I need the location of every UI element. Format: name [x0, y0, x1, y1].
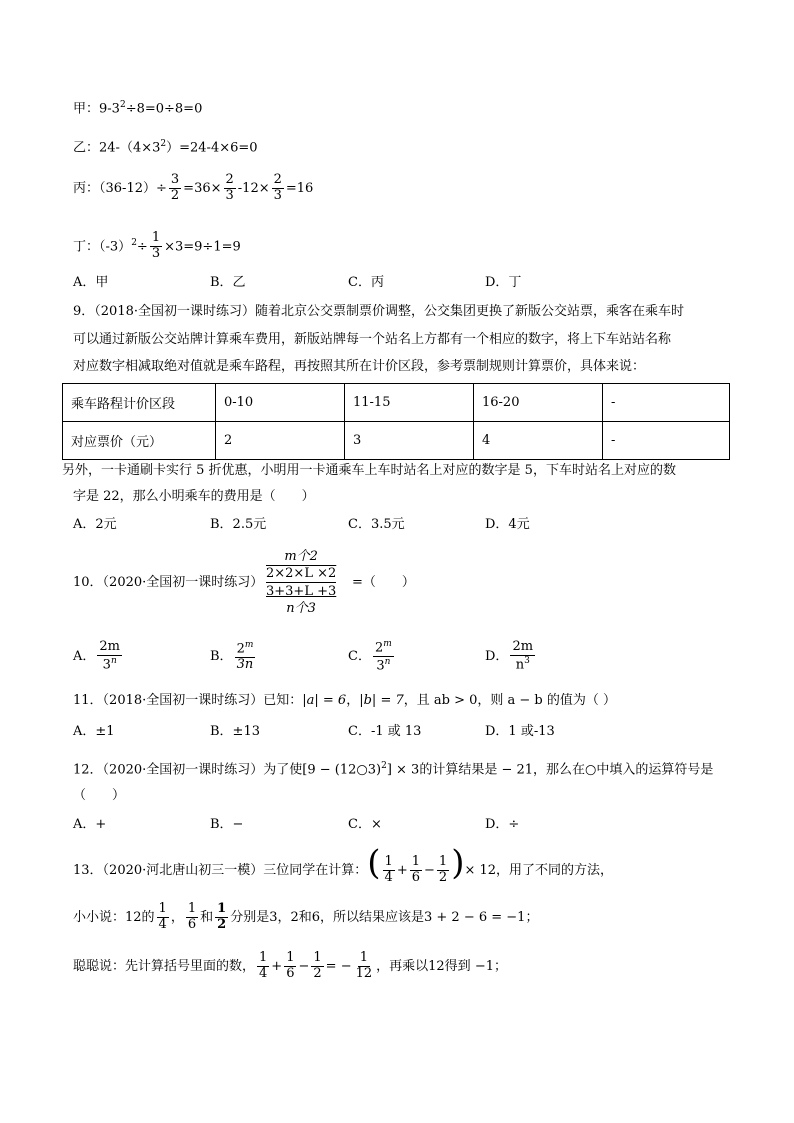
fraction: $\frac{1}{3}$ — [151, 230, 161, 262]
table-cell: 2 — [216, 422, 345, 460]
table-cell: 11-15 — [345, 384, 474, 422]
fraction: $\frac{2}{3}$ — [225, 172, 234, 203]
table-cell: 3 — [345, 422, 474, 460]
q11-option-a[interactable]: A．±1 — [73, 724, 115, 739]
q9-stem-line2: 可以通过新版公交站牌计算乘车费用，新版站牌每一个站名上方都有一个相应的数字，将上下车站站名称 — [73, 332, 672, 347]
fraction: $\frac{3}{2}$ — [170, 172, 180, 203]
table-cell: 乘车路程计价区段 — [63, 384, 216, 422]
q13-congcong: 聪聪说：先计算括号里面的数， $\frac{1}{4}$ + $\frac{1}{6}$ − $\frac{1}{2}$ = − $\frac{1}{12}$ ，再乘以12得到 −1； — [73, 950, 507, 981]
q10-option-b[interactable]: B． $\frac{2^m}{3n}$ — [210, 639, 254, 673]
q9-stem-line3: 对应数字相减取绝对值就是乘车路程，再按照其所在计价区段，参考票制规则计算票价，具体来说： — [73, 359, 646, 374]
q9-option-c[interactable]: C．3.5元 — [348, 517, 405, 532]
q10-stem: 10．（2020·全国初一课时练习） — [73, 575, 264, 590]
table-cell: 16-20 — [474, 384, 603, 422]
q12-answer-paren: （ ） — [73, 788, 126, 803]
q12-option-b[interactable]: B．− — [210, 817, 244, 832]
q10-option-c[interactable]: C． $\frac{2^m}{3^n}$ — [348, 638, 392, 674]
q11-stem: 11．（2018·全国初一课时练习）已知：|a| = 6，|b| = 7，且 ab > 0，则 a − b 的值为（ ） — [73, 693, 617, 708]
q10-option-a[interactable]: A． $\frac{2m}{3^n}$ — [73, 638, 120, 673]
table-cell: - — [603, 384, 730, 422]
table-row — [63, 422, 730, 460]
table-cell: 对应票价（元） — [63, 422, 216, 460]
q8-option-d[interactable]: D．丁 — [485, 275, 522, 290]
q12-stem: 12．（2020·全国初一课时练习）为了使[9 − (12○3)$^2$] × 3的计算结果是 − 21，那么在○中填入的运算符号是 — [73, 761, 714, 778]
table-cell: 4 — [474, 422, 603, 460]
calc-ding: 丁：$(-3)^2\div$ $\frac{1}{3}$ ×3=9÷1=9 — [73, 230, 241, 262]
q10-option-d[interactable]: D． $\frac{2m}{n^3}$ — [485, 638, 534, 673]
q11-option-c[interactable]: C．-1 或 13 — [348, 724, 422, 739]
fraction: $\frac{2}{3}$ — [273, 172, 282, 203]
q9-after-line2: 字是 22，那么小明乘车的费用是（ ） — [73, 489, 315, 504]
q11-option-d[interactable]: D．1 或-13 — [485, 724, 555, 739]
q10-tail: =（ ） — [352, 575, 415, 590]
q9-option-d[interactable]: D．4元 — [485, 517, 530, 532]
q9-option-b[interactable]: B．2.5元 — [210, 517, 267, 532]
calc-yi: 乙：$24-(4\times 3^2)=24-4\times 6=0$ — [73, 139, 258, 156]
q10-big-fraction: m个2 2×2×L ×2 3+3+L +3 n个3 — [266, 549, 337, 616]
fare-table — [62, 383, 730, 460]
q8-option-a[interactable]: A．甲 — [73, 275, 109, 290]
q13-xiaoxiao: 小小说：12的 $\frac{1}{4}$ ， $\frac{1}{6}$ 和 $\frac{1}{2}$ 分别是3，2和6，所以结果应该是3 + 2 − 6 = −1； — [73, 901, 539, 932]
q9-stem-line1: 9．（2018·全国初一课时练习）随着北京公交票制票价调整，公交集团更换了新版公交站票，乘客在乘车时 — [73, 304, 684, 319]
q9-after-line1: 另外，一卡通刷卡实行 5 折优惠，小明用一卡通乘车上车时站名上对应的数字是 5，下车时站名上对应的数 — [62, 463, 676, 478]
q8-option-c[interactable]: C．丙 — [348, 275, 384, 290]
q9-option-a[interactable]: A．2元 — [73, 517, 117, 532]
calc-jia: 甲：$9-3^2\div 8=0\div 8=0$ — [73, 100, 203, 117]
calc-bing: 丙：（36-12）÷ $\frac{3}{2}$ =36× $\frac{2}{3}$ -12× $\frac{2}{3}$ =16 — [73, 172, 314, 203]
q12-option-c[interactable]: C．× — [348, 817, 382, 832]
q13-stem: 13．（2020·河北唐山初三一模）三位同学在计算：( $\frac{1}{4}$ + $\frac{1}{6}$ − $\frac{1}{2}$ )× 12，用了不同的方法， — [73, 843, 614, 885]
table-cell: 0-10 — [216, 384, 345, 422]
q8-option-b[interactable]: B．乙 — [210, 275, 246, 290]
q12-option-d[interactable]: D．÷ — [485, 817, 520, 832]
q11-option-b[interactable]: B．±13 — [210, 724, 260, 739]
table-cell: - — [603, 422, 730, 460]
table-row — [63, 384, 730, 422]
q12-option-a[interactable]: A．+ — [73, 817, 107, 832]
